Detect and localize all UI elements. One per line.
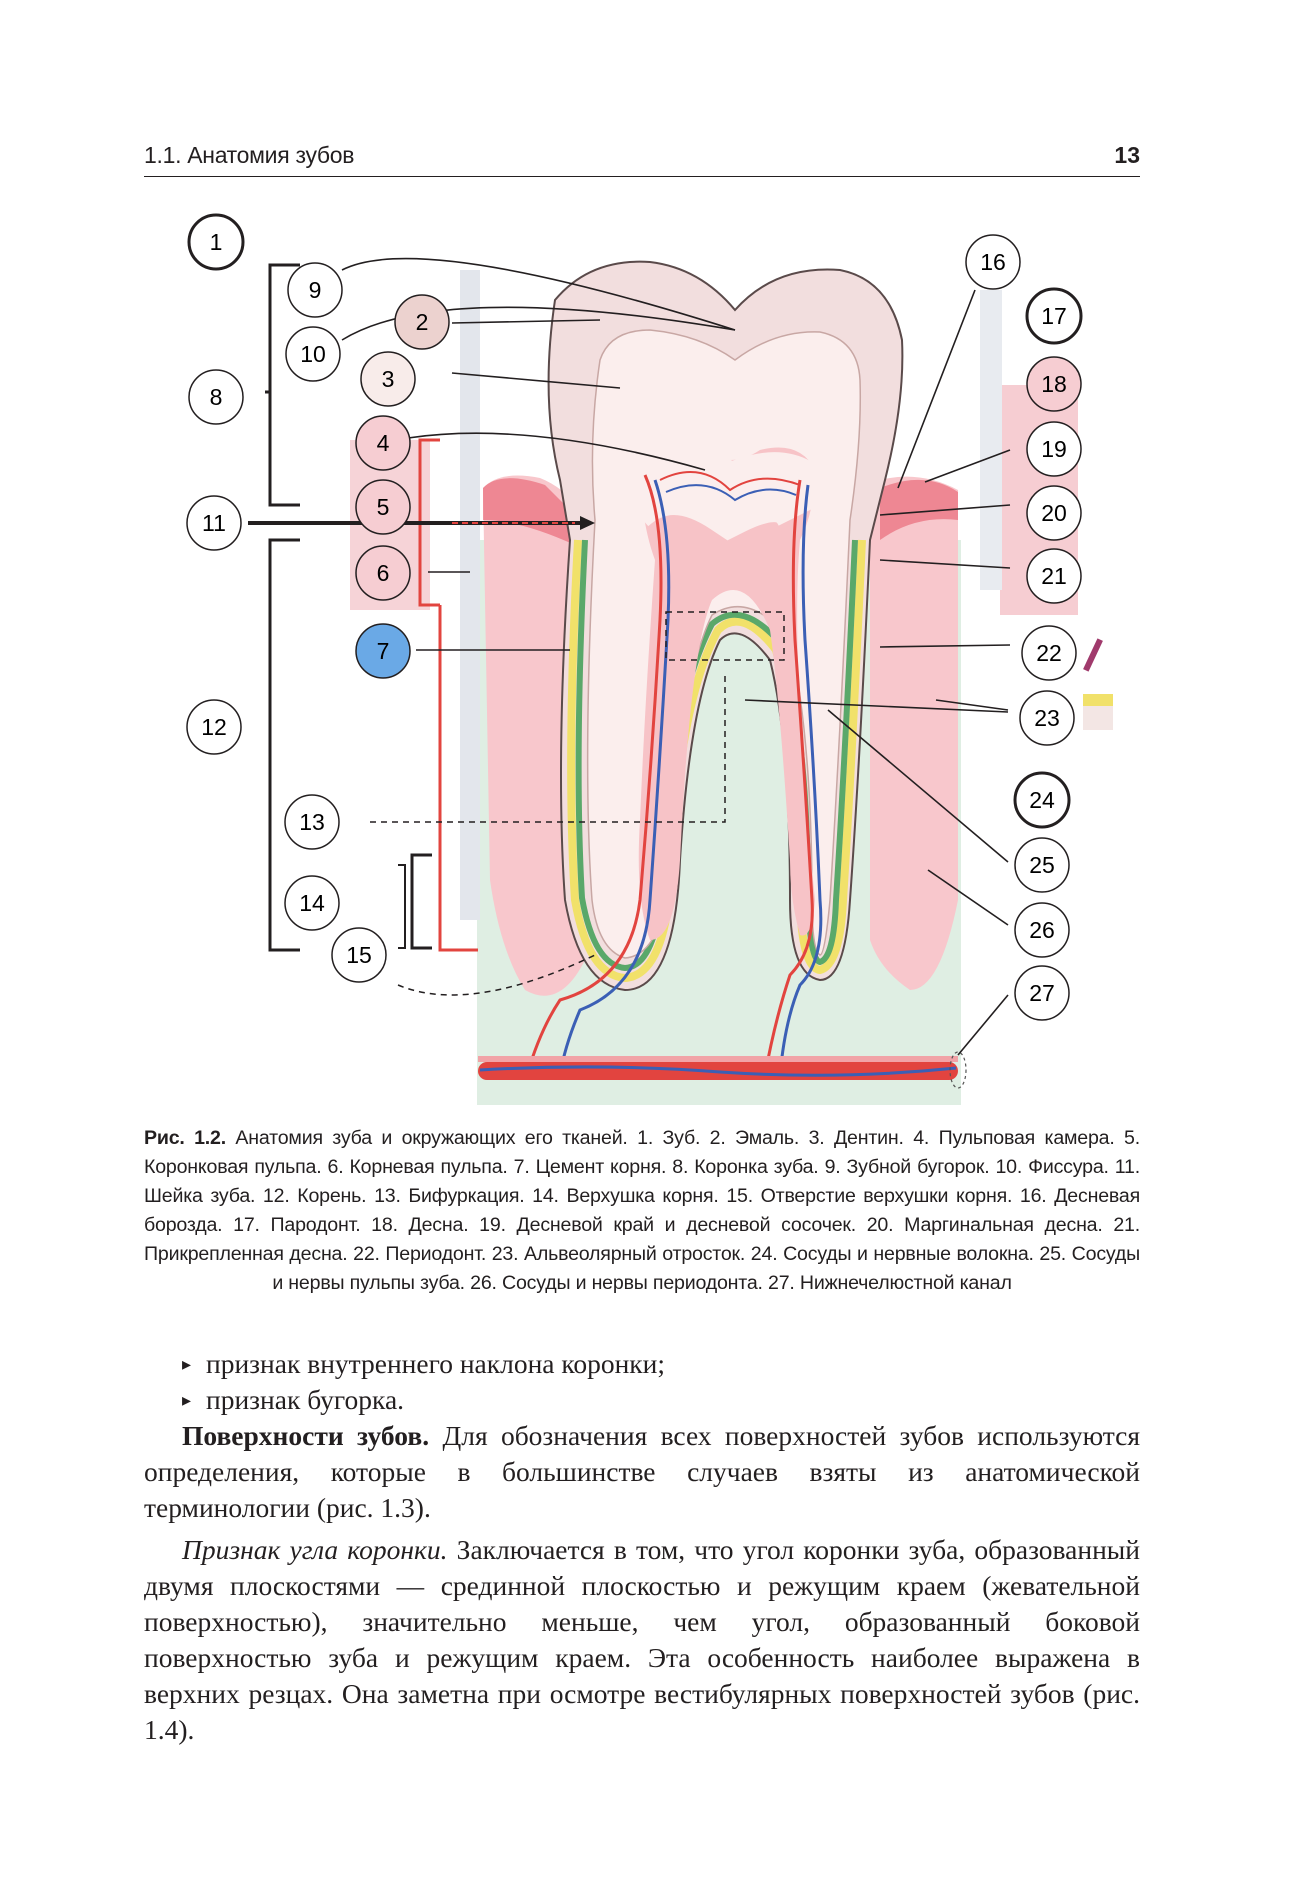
bracket-apex	[412, 855, 432, 948]
paragraph-text: Для обозначения всех поверхностей зубов используются определения, которые в большинстве случаев взяты из анатомической терминологии (рис. 1.3).	[144, 1420, 1141, 1523]
svg-text:16: 16	[980, 249, 1006, 275]
svg-text:20: 20	[1041, 500, 1067, 526]
label-27	[1015, 966, 1069, 1020]
svg-text:21: 21	[1041, 563, 1067, 589]
bullet-text: признак бугорка.	[206, 1384, 405, 1415]
page-number: 13	[1114, 142, 1140, 168]
periodontium-swatch	[1083, 638, 1103, 671]
label-16	[966, 235, 1020, 289]
svg-text:9: 9	[308, 277, 322, 303]
bracket-apex-inner	[398, 865, 405, 948]
bone-swatch-pale	[1083, 706, 1113, 730]
label-21	[1027, 549, 1081, 603]
label-13	[285, 795, 339, 849]
svg-text:14: 14	[299, 890, 325, 916]
figure-caption	[144, 1124, 1140, 1298]
label-12	[187, 700, 241, 754]
mandibular-canal-wall	[478, 1056, 958, 1062]
label-10	[286, 327, 340, 381]
label-3	[361, 352, 415, 406]
label-7	[356, 624, 410, 678]
label-18	[1027, 357, 1081, 411]
gum-right	[870, 477, 958, 990]
bullet-triangle-icon: ▸	[182, 1354, 192, 1374]
svg-text:13: 13	[299, 809, 325, 835]
label-5	[356, 480, 410, 534]
label-25	[1015, 838, 1069, 892]
svg-text:15: 15	[346, 942, 372, 968]
svg-text:8: 8	[209, 384, 223, 410]
svg-text:4: 4	[376, 430, 390, 456]
label-22	[1022, 626, 1076, 680]
label-19	[1027, 422, 1081, 476]
side-band-right	[980, 290, 1002, 590]
caption-text: Анатомия зуба и окружающих его тканей. 1. Зуб. 2. Эмаль. 3. Дентин. 4. Пульповая камера. 5. Коронковая пульпа. 6. Корневая пульпа. 7. Цемент корня. 8. Коронка зуба. 9. Зубной бугорок. 10. Фиссура. 11. Шейка зуба. 12. Корень. 13. Бифуркация. 14. Верхушка корня. 15. Отверстие верхушки корня. 16. Десневая борозда. 17. Пародонт. 18. Десна. 19. Десневой край и десневой сосочек. 20. Маргинальная десна. 21. Прикрепленная десна. 22. Периодонт. 23. Альвеолярный отросток. 24. Сосуды и нервные волокна. 25. Сосуды и нервы пульпы зуба. 26. Сосуды и нервы периодонта. 27. Нижнечелюстной канал	[144, 1127, 1140, 1294]
label-6	[356, 546, 410, 600]
label-23	[1020, 691, 1074, 745]
svg-text:24: 24	[1029, 787, 1055, 813]
bullet-text: признак внутреннего наклона коронки;	[206, 1348, 666, 1379]
svg-text:7: 7	[376, 638, 390, 664]
caption-label: Рис. 1.2.	[144, 1127, 226, 1149]
label-8	[189, 370, 243, 424]
label-15	[332, 928, 386, 982]
svg-text:12: 12	[201, 714, 227, 740]
label-20	[1027, 486, 1081, 540]
body-text	[144, 1346, 1140, 1748]
label-1	[189, 215, 243, 269]
svg-text:1: 1	[209, 229, 223, 255]
svg-text:17: 17	[1041, 303, 1067, 329]
paragraph-text: Заключается в том, что угол коронки зуба, образованный двумя плоскостями — срединной плоскостью и режущим краем (жевательной поверхностью), значительно меньше, чем угол, образованный боковой поверхностью зуба и режущим краем. Эта особенность наиболее выражена в верхних резцах. Она заметна при осмотре вестибулярных поверхностей зубов (рис. 1.4).	[144, 1534, 1140, 1745]
label-9	[288, 263, 342, 317]
svg-text:27: 27	[1029, 980, 1055, 1006]
svg-text:5: 5	[376, 494, 390, 520]
svg-text:2: 2	[415, 309, 429, 335]
label-24	[1015, 773, 1069, 827]
list-item	[144, 1346, 1140, 1382]
bullet-triangle-icon: ▸	[182, 1390, 192, 1410]
svg-text:11: 11	[202, 510, 226, 536]
svg-text:26: 26	[1029, 917, 1055, 943]
svg-text:22: 22	[1036, 640, 1062, 666]
label-17	[1027, 289, 1081, 343]
label-4	[356, 416, 410, 470]
list-item	[144, 1382, 1140, 1418]
svg-text:6: 6	[376, 560, 390, 586]
label-11	[187, 496, 241, 550]
svg-text:10: 10	[300, 341, 326, 367]
svg-text:19: 19	[1041, 436, 1067, 462]
paragraph-heading: Признак угла коронки.	[182, 1534, 448, 1565]
svg-text:18: 18	[1041, 371, 1067, 397]
label-26	[1015, 903, 1069, 957]
label-2	[395, 295, 449, 349]
paragraph-heading: Поверхности зубов.	[182, 1420, 430, 1451]
label-14	[285, 876, 339, 930]
svg-text:25: 25	[1029, 852, 1055, 878]
svg-text:23: 23	[1034, 705, 1060, 731]
bone-swatch-yellow	[1083, 694, 1113, 706]
paragraph-crown-angle	[144, 1532, 1140, 1748]
section-title: 1.1. Анатомия зубов	[144, 142, 355, 168]
svg-text:3: 3	[381, 366, 395, 392]
paragraph-surfaces	[144, 1418, 1140, 1526]
